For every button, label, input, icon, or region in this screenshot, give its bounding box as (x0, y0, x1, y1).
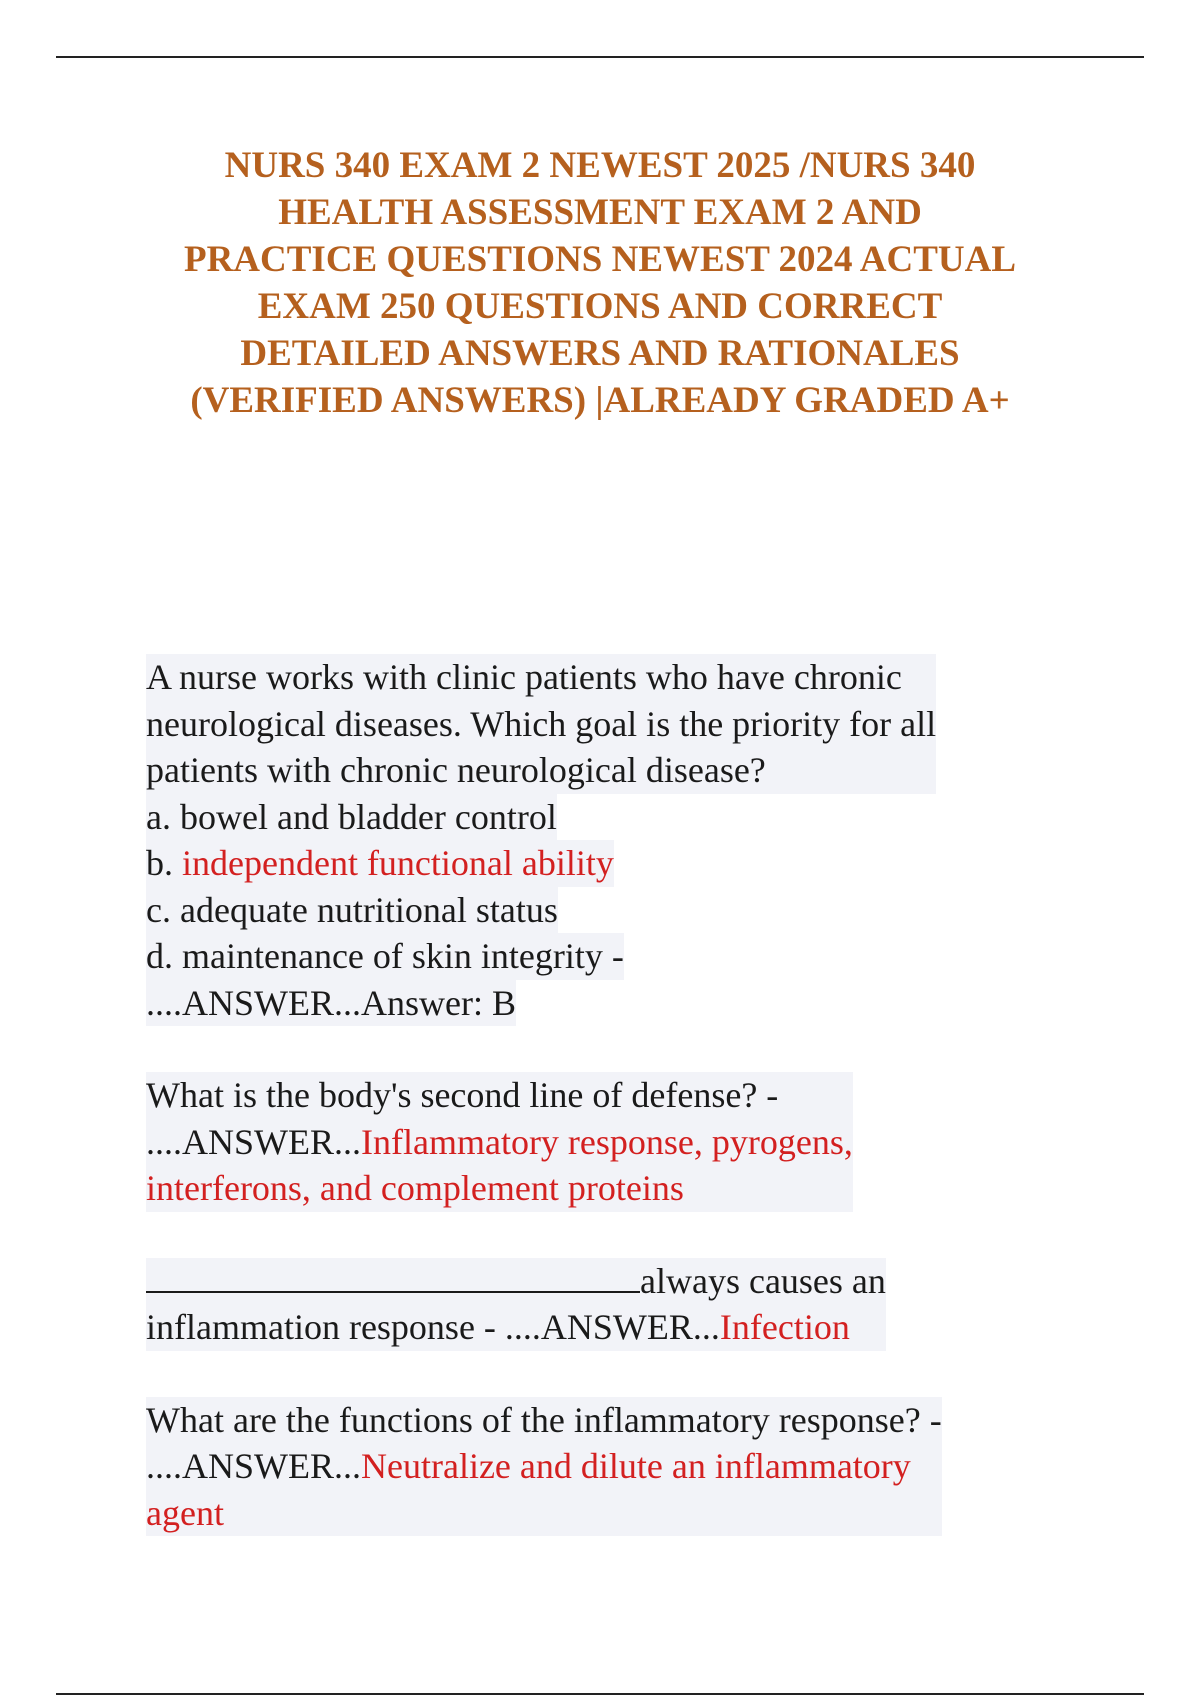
answer-prefix: ....ANSWER... (146, 1446, 361, 1486)
question-answer (146, 1397, 942, 1537)
answer-text: Infection (719, 1307, 850, 1347)
answer-row (146, 980, 1066, 1027)
option-prefix: d. (146, 936, 182, 976)
question-stem: What are the functions of the inflammatory response? - (146, 1399, 942, 1440)
stem-text: inflammation response - ....ANSWER... (146, 1307, 720, 1347)
option-row (146, 887, 1066, 934)
question-answer (146, 1072, 853, 1212)
answer-line: ....ANSWER...Answer: B (146, 980, 516, 1027)
option-b (146, 840, 614, 887)
option-a (146, 794, 557, 841)
option-prefix: c. (146, 889, 180, 930)
correct-option-text: independent functional ability (182, 843, 614, 883)
option-list (146, 794, 1066, 841)
title-line: HEALTH ASSESSMENT EXAM 2 AND (278, 192, 922, 233)
answer-text: Neutralize and dilute an inflammatory (361, 1446, 911, 1486)
question-block (146, 1397, 1066, 1537)
title-line: NURS 340 EXAM 2 NEWEST 2025 /NURS 340 (224, 145, 976, 186)
title-line: DETAILED ANSWERS AND RATIONALES (240, 333, 960, 374)
question-block (146, 1072, 1066, 1212)
stem-line: neurological diseases. Which goal is the priority for all (146, 703, 937, 744)
answer-line (146, 1443, 942, 1490)
top-rule (56, 56, 1144, 58)
option-prefix: a. (146, 796, 180, 837)
option-text: maintenance of skin integrity - (182, 936, 624, 976)
question-block (146, 1258, 1066, 1351)
stem-line (146, 1258, 886, 1305)
answer-text: agent (146, 1492, 224, 1533)
option-text: bowel and bladder control (179, 796, 557, 837)
bottom-rule (56, 1693, 1144, 1695)
title-line: PRACTICE QUESTIONS NEWEST 2024 ACTUAL (183, 239, 1016, 280)
stem-line: patients with chronic neurological disease? (146, 750, 766, 790)
option-prefix: b. (146, 843, 182, 883)
stem-text: always causes an (640, 1260, 886, 1301)
option-row (146, 840, 1066, 887)
question-stem: What is the body's second line of defense? - (146, 1075, 779, 1115)
question-block (146, 654, 1066, 1026)
option-text: adequate nutritional status (179, 889, 558, 930)
answer-line (146, 1119, 853, 1166)
question-answer (146, 1258, 886, 1351)
question-stem (146, 654, 936, 794)
answer-text: Inflammatory response, pyrogens, (361, 1121, 853, 1162)
option-d (146, 933, 624, 980)
title-line: (VERIFIED ANSWERS) |ALREADY GRADED A+ (190, 380, 1010, 421)
fill-in-blank (146, 1261, 640, 1293)
option-c (146, 887, 558, 934)
question-list (146, 654, 1066, 1536)
answer-line (146, 1304, 886, 1351)
answer-prefix: ....ANSWER... (146, 1121, 361, 1162)
answer-text: interferons, and complement proteins (146, 1168, 684, 1208)
stem-line: A nurse works with clinic patients who have chronic (146, 657, 902, 697)
document-title (120, 142, 1080, 424)
title-line: EXAM 250 QUESTIONS AND CORRECT (257, 286, 943, 327)
option-row (146, 933, 1066, 980)
